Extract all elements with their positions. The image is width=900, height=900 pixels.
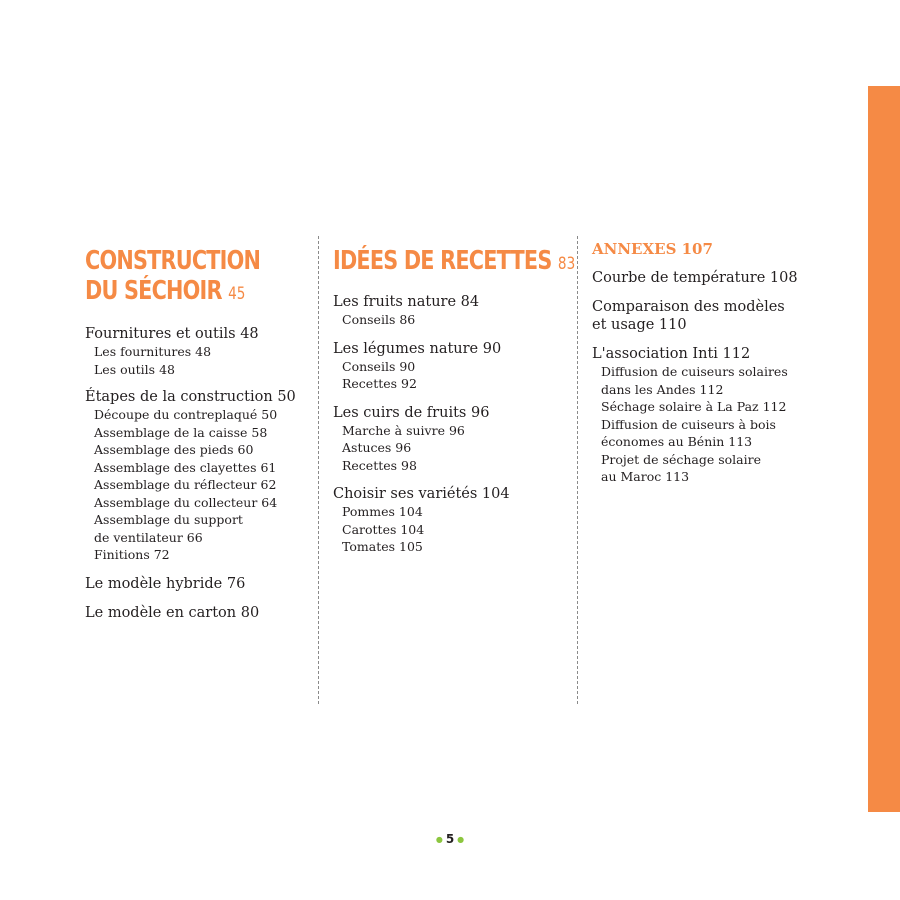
column-divider [318, 236, 319, 704]
title-page-number: 83 [557, 254, 576, 274]
toc-entry[interactable]: Le modèle hybride 76 [85, 575, 246, 592]
toc-subentry[interactable]: Assemblage de la caisse 58 [94, 424, 268, 440]
title-line-1: CONSTRUCTION [85, 246, 261, 276]
toc-subentry[interactable]: Diffusion de cuiseurs à bois [601, 416, 776, 432]
toc-entry[interactable]: Choisir ses variétés 104 [333, 486, 510, 502]
toc-subentry[interactable]: Astuces 96 [342, 440, 412, 455]
toc-subentry[interactable]: économes au Bénin 113 [601, 434, 753, 449]
toc-subentry[interactable]: Conseils 86 [342, 312, 416, 327]
section-title-annexes: ANNEXES 107 [592, 240, 713, 258]
toc-subentry[interactable]: Séchage solaire à La Paz 112 [601, 399, 787, 414]
toc-entry[interactable]: Étapes de la construction 50 [85, 389, 296, 405]
toc-subentry[interactable]: Recettes 98 [342, 457, 417, 473]
toc-column-construction [85, 246, 304, 622]
toc-column-recipes [333, 246, 636, 556]
toc-subentry[interactable]: au Maroc 113 [601, 469, 690, 484]
bullet-dot-icon: ● [435, 835, 443, 844]
toc-list [85, 325, 304, 622]
orange-side-tab [868, 86, 900, 812]
toc-subentry[interactable]: Marche à suivre 96 [342, 422, 465, 438]
toc-subentry[interactable]: Les fournitures 48 [94, 344, 212, 359]
toc-subentry[interactable]: Recettes 92 [342, 376, 417, 391]
toc-subentry[interactable]: Assemblage du réflecteur 62 [94, 477, 277, 492]
toc-entry[interactable]: Courbe de température 108 [592, 270, 798, 286]
toc-entry[interactable]: Les fruits nature 84 [333, 294, 480, 310]
title-page-number: 45 [228, 284, 246, 304]
toc-subentry[interactable]: Assemblage du collecteur 64 [94, 494, 278, 510]
toc-subentry[interactable]: Finitions 72 [94, 547, 170, 562]
toc-entry[interactable]: Fournitures et outils 48 [85, 326, 259, 342]
bullet-dot-icon: ● [457, 835, 465, 844]
toc-entry-continued[interactable]: et usage 110 [592, 317, 687, 333]
section-title-recipes [333, 246, 575, 279]
toc-entry[interactable]: L'association Inti 112 [592, 346, 751, 362]
title-line-2: DU SÉCHOIR [85, 276, 222, 306]
toc-entry[interactable]: Le modèle en carton 80 [85, 604, 260, 621]
toc-subentry[interactable]: Assemblage des clayettes 61 [94, 459, 277, 475]
section-title-construction [85, 246, 260, 309]
toc-subentry[interactable]: Conseils 90 [342, 358, 416, 374]
toc-subentry[interactable]: Assemblage du support [94, 512, 243, 527]
toc-subentry[interactable]: Tomates 105 [342, 539, 423, 554]
toc-subentry[interactable]: Les outils 48 [94, 361, 175, 377]
toc-column-annexes [592, 240, 798, 486]
toc-entry[interactable]: Les légumes nature 90 [333, 340, 502, 357]
page-number-text: 5 [445, 832, 455, 846]
toc-list [333, 293, 636, 556]
toc-subentry[interactable]: Diffusion de cuiseurs solaires [601, 364, 788, 379]
toc-entry[interactable]: Comparaison des modèles [592, 299, 785, 315]
title-text: IDÉES DE RECETTES [333, 246, 552, 276]
toc-subentry[interactable]: Assemblage des pieds 60 [94, 442, 254, 457]
toc-subentry[interactable]: de ventilateur 66 [94, 529, 203, 545]
toc-subentry[interactable]: Projet de séchage solaire [601, 451, 762, 467]
toc-entry[interactable]: Les cuirs de fruits 96 [333, 404, 490, 421]
toc-subentry[interactable]: Carottes 104 [342, 521, 425, 537]
column-divider [577, 236, 578, 704]
toc-subentry[interactable]: dans les Andes 112 [601, 381, 724, 397]
toc-subentry[interactable]: Découpe du contreplaqué 50 [94, 407, 278, 422]
page-number [0, 832, 900, 846]
toc-list [592, 269, 798, 486]
toc-subentry[interactable]: Pommes 104 [342, 504, 423, 519]
